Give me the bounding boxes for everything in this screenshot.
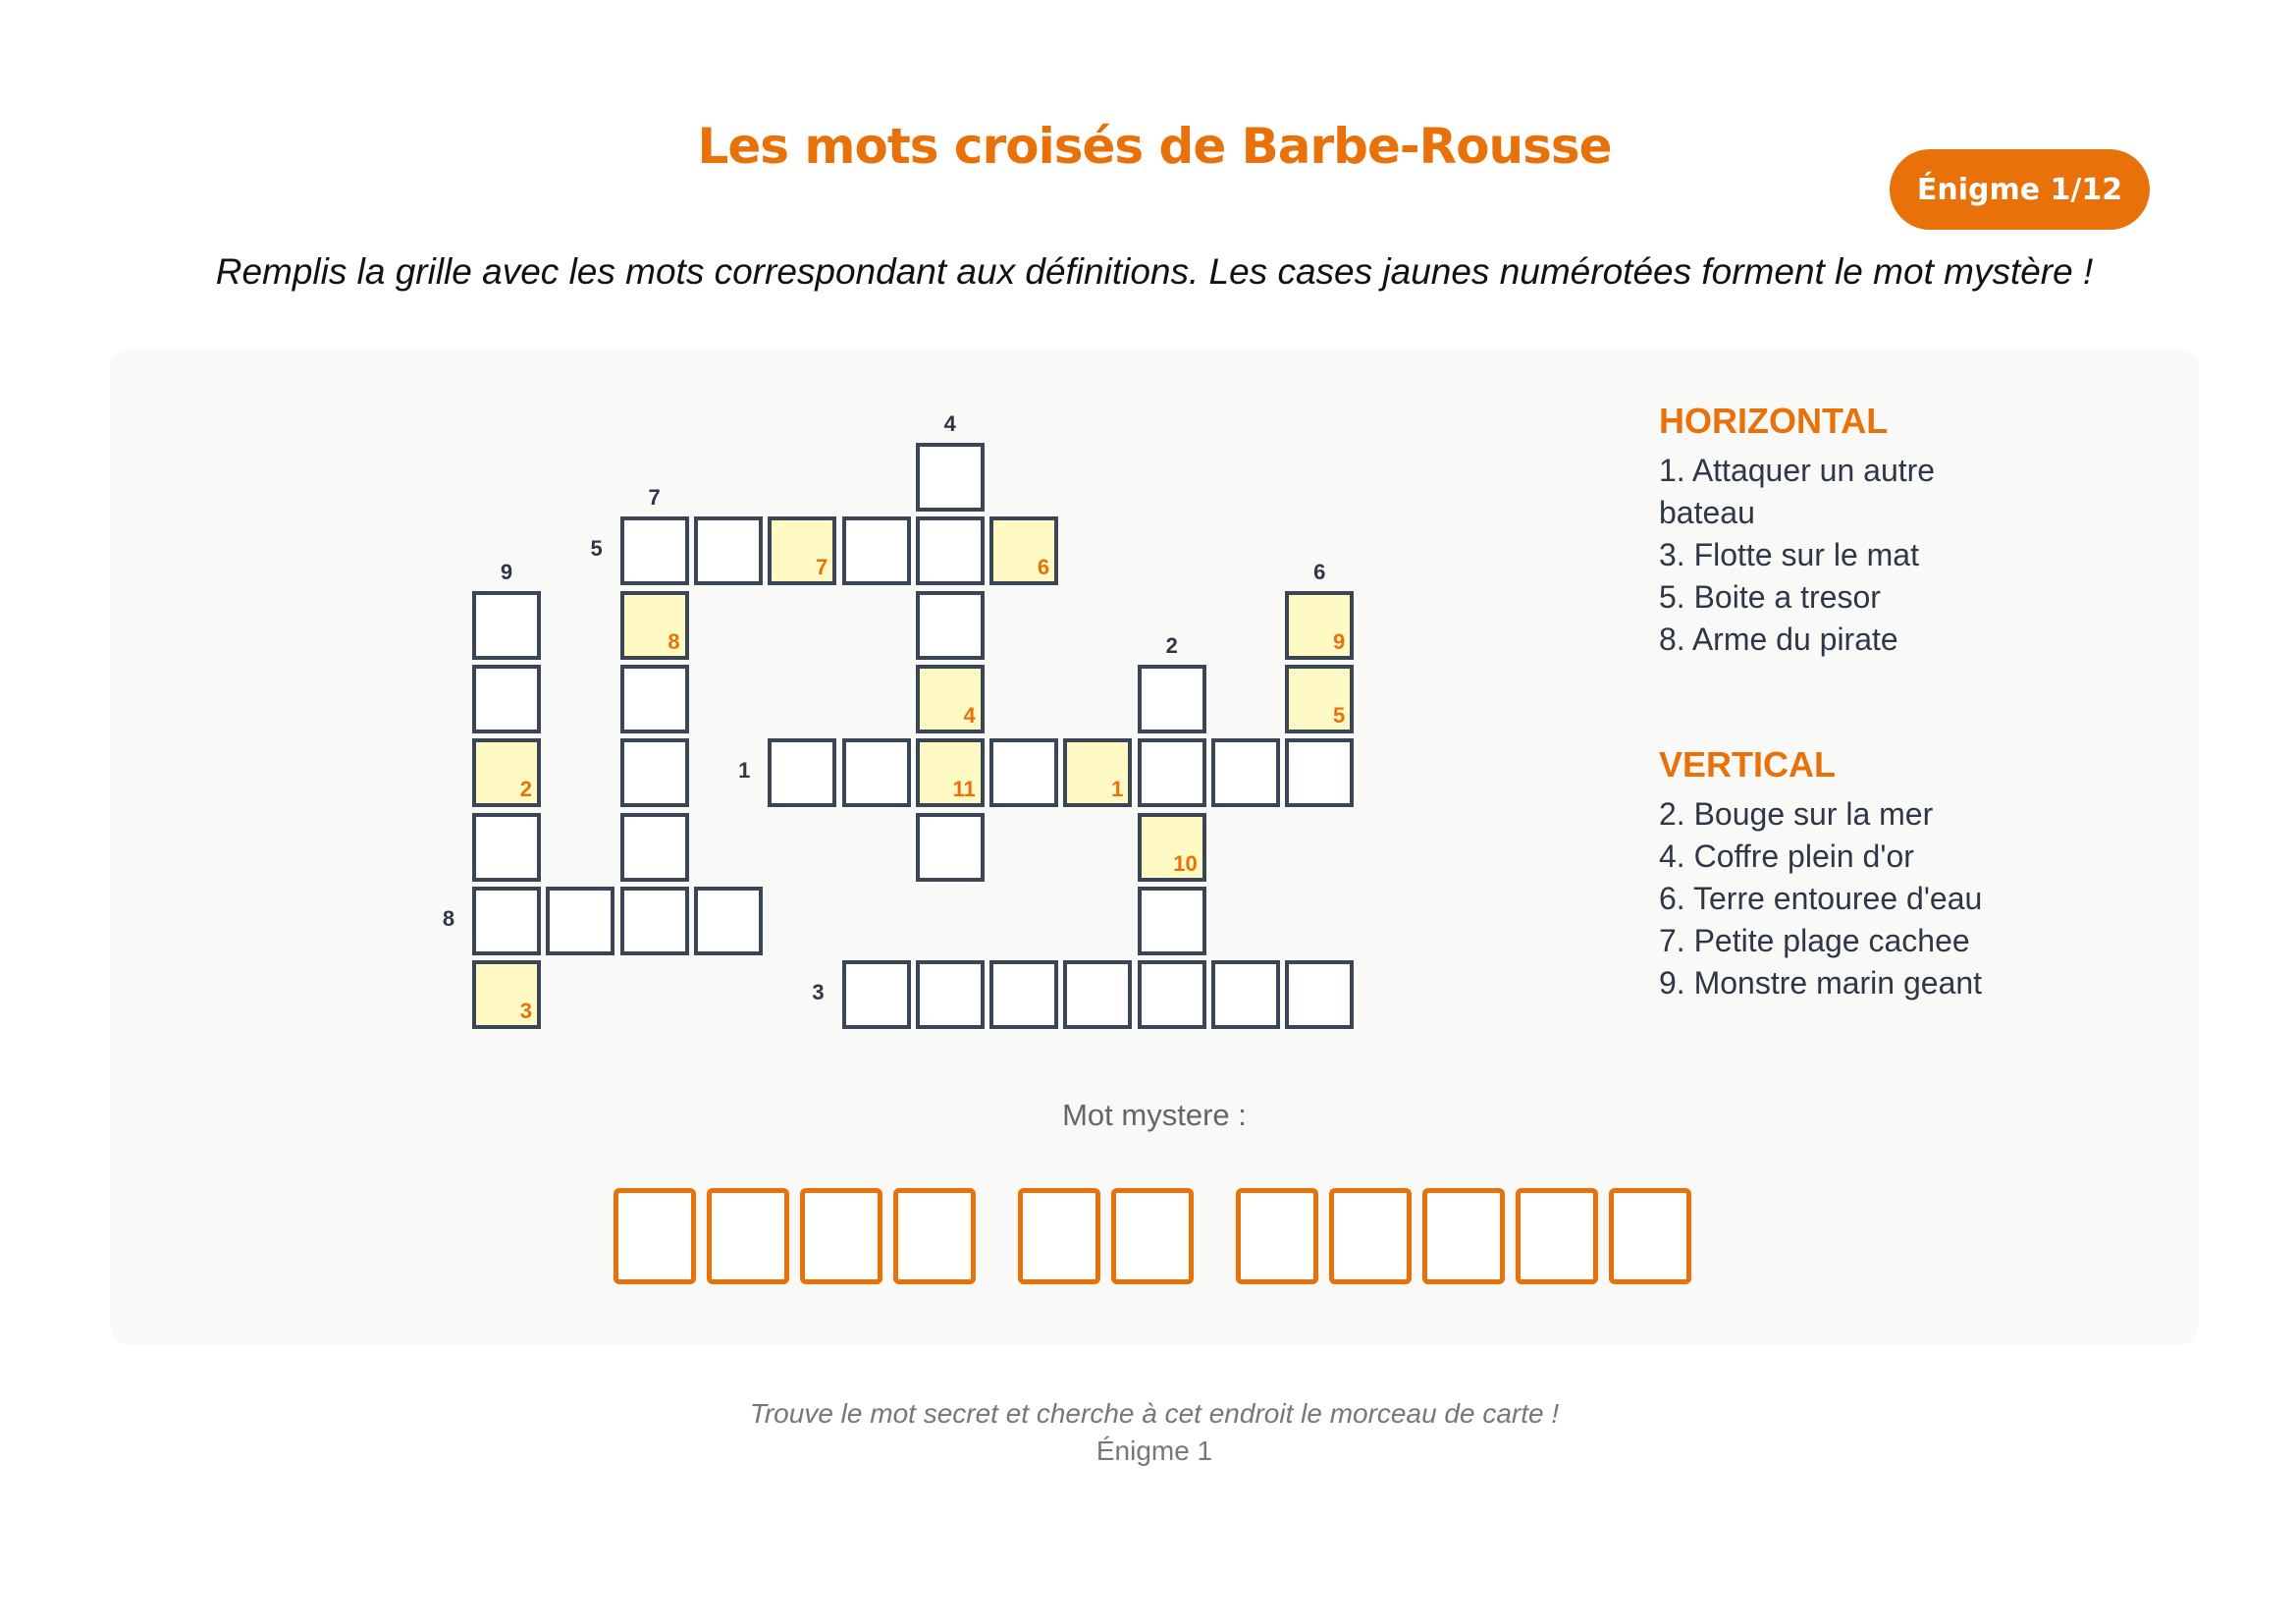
grid-cell[interactable] xyxy=(694,516,763,585)
grid-cell[interactable] xyxy=(916,443,985,512)
grid-cell[interactable] xyxy=(916,813,985,882)
grid-cell[interactable] xyxy=(1211,960,1280,1029)
clue-number-4: 4 xyxy=(943,411,956,436)
mystery-letter-box[interactable] xyxy=(707,1188,789,1284)
clue-number-1: 1 xyxy=(738,758,751,784)
clue: 8. Arme du pirate xyxy=(1659,622,1898,657)
clue-number-5: 5 xyxy=(590,536,603,562)
horizontal-clues xyxy=(1659,401,1993,661)
mystery-index: 2 xyxy=(519,777,532,802)
grid-cell[interactable] xyxy=(1138,665,1206,733)
clue-number-2: 2 xyxy=(1165,632,1178,658)
clue: 5. Boite a tresor xyxy=(1659,579,1881,615)
grid-cell[interactable] xyxy=(472,813,541,882)
mystery-letter-cell[interactable] xyxy=(1285,591,1354,660)
grid-cell[interactable] xyxy=(472,591,541,660)
footer-hint: Trouve le mot secret et cherche à cet endroit le morceau de carte ! xyxy=(749,1398,1560,1429)
clue-number-6: 6 xyxy=(1313,559,1326,584)
clue: 3. Flotte sur le mat xyxy=(1659,537,1919,572)
grid-cell[interactable] xyxy=(1285,738,1354,807)
mystery-letter-cell[interactable] xyxy=(768,516,836,585)
grid-cell[interactable] xyxy=(620,887,689,955)
grid-cell[interactable] xyxy=(472,665,541,733)
clue: 7. Petite plage cachee xyxy=(1659,923,1970,958)
mystery-letter-box[interactable] xyxy=(1609,1188,1691,1284)
clue-number-7: 7 xyxy=(648,485,661,511)
vertical-clues xyxy=(1659,744,1993,1004)
mystery-index: 6 xyxy=(1037,555,1050,580)
clue: 1. Attaquer un autre bateau xyxy=(1659,453,1936,530)
mystery-index: 11 xyxy=(952,777,976,802)
mystery-letter-box[interactable] xyxy=(1329,1188,1412,1284)
mystery-index: 5 xyxy=(1333,702,1346,728)
grid-cell[interactable] xyxy=(620,665,689,733)
mystery-index: 7 xyxy=(815,555,828,580)
mystery-letter-box[interactable] xyxy=(1422,1188,1505,1284)
mystery-letter-cell[interactable] xyxy=(916,665,985,733)
grid-cell[interactable] xyxy=(989,738,1058,807)
mystery-index: 3 xyxy=(519,999,532,1024)
grid-cell[interactable] xyxy=(1211,738,1280,807)
riddle-badge: Énigme 1/12 xyxy=(1890,149,2150,230)
mystery-letter-box[interactable] xyxy=(1516,1188,1598,1284)
grid-cell[interactable] xyxy=(620,813,689,882)
grid-cell[interactable] xyxy=(694,887,763,955)
mystery-letter-box[interactable] xyxy=(800,1188,882,1284)
clue: 6. Terre entouree d'eau xyxy=(1659,881,1983,916)
mystery-letter-box[interactable] xyxy=(893,1188,976,1284)
grid-cell[interactable] xyxy=(842,738,911,807)
vertical-heading: VERTICAL xyxy=(1659,744,1836,785)
mystery-letter-cell[interactable] xyxy=(916,738,985,807)
mystery-letter-cell[interactable] xyxy=(472,738,541,807)
mystery-letter-box[interactable] xyxy=(1018,1188,1100,1284)
clue: 2. Bouge sur la mer xyxy=(1659,796,1934,832)
mystery-index: 10 xyxy=(1173,850,1198,876)
grid-cell[interactable] xyxy=(546,887,614,955)
grid-cell[interactable] xyxy=(472,887,541,955)
grid-cell[interactable] xyxy=(842,960,911,1029)
mystery-label: Mot mystere : xyxy=(1062,1098,1247,1132)
mystery-letter-box[interactable] xyxy=(1236,1188,1318,1284)
footer-page: Énigme 1 xyxy=(1095,1435,1213,1466)
mystery-letter-box[interactable] xyxy=(1111,1188,1194,1284)
mystery-letter-box[interactable] xyxy=(614,1188,696,1284)
instructions: Remplis la grille avec les mots correspondant aux définitions. Les cases jaunes numérotées forment le mot mystère ! xyxy=(215,251,2094,292)
mystery-index: 1 xyxy=(1111,777,1124,802)
grid-cell[interactable] xyxy=(916,591,985,660)
clue: 9. Monstre marin geant xyxy=(1659,965,1983,1001)
grid-cell[interactable] xyxy=(1138,960,1206,1029)
mystery-letter-cell[interactable] xyxy=(1138,813,1206,882)
mystery-letter-cell[interactable] xyxy=(620,591,689,660)
clue-number-9: 9 xyxy=(500,559,513,584)
grid-cell[interactable] xyxy=(620,516,689,585)
horizontal-heading: HORIZONTAL xyxy=(1659,401,1889,441)
grid-cell[interactable] xyxy=(989,960,1058,1029)
mystery-letter-cell[interactable] xyxy=(1285,665,1354,733)
page-title: Les mots croisés de Barbe-Rousse xyxy=(697,118,1612,175)
grid-cell[interactable] xyxy=(1138,738,1206,807)
grid-cell[interactable] xyxy=(1063,960,1132,1029)
grid-cell[interactable] xyxy=(842,516,911,585)
grid-cell[interactable] xyxy=(916,960,985,1029)
mystery-index: 8 xyxy=(667,628,680,654)
grid-cell[interactable] xyxy=(916,516,985,585)
grid-cell[interactable] xyxy=(768,738,836,807)
mystery-letter-cell[interactable] xyxy=(1063,738,1132,807)
grid-cell[interactable] xyxy=(620,738,689,807)
mystery-index: 4 xyxy=(963,702,976,728)
mystery-letter-cell[interactable] xyxy=(472,960,541,1029)
clue-number-3: 3 xyxy=(812,980,825,1005)
mystery-letter-cell[interactable] xyxy=(989,516,1058,585)
grid-cell[interactable] xyxy=(1285,960,1354,1029)
grid-cell[interactable] xyxy=(1138,887,1206,955)
mystery-index: 9 xyxy=(1333,628,1346,654)
clue-number-8: 8 xyxy=(442,905,455,931)
clue: 4. Coffre plein d'or xyxy=(1659,839,1914,874)
